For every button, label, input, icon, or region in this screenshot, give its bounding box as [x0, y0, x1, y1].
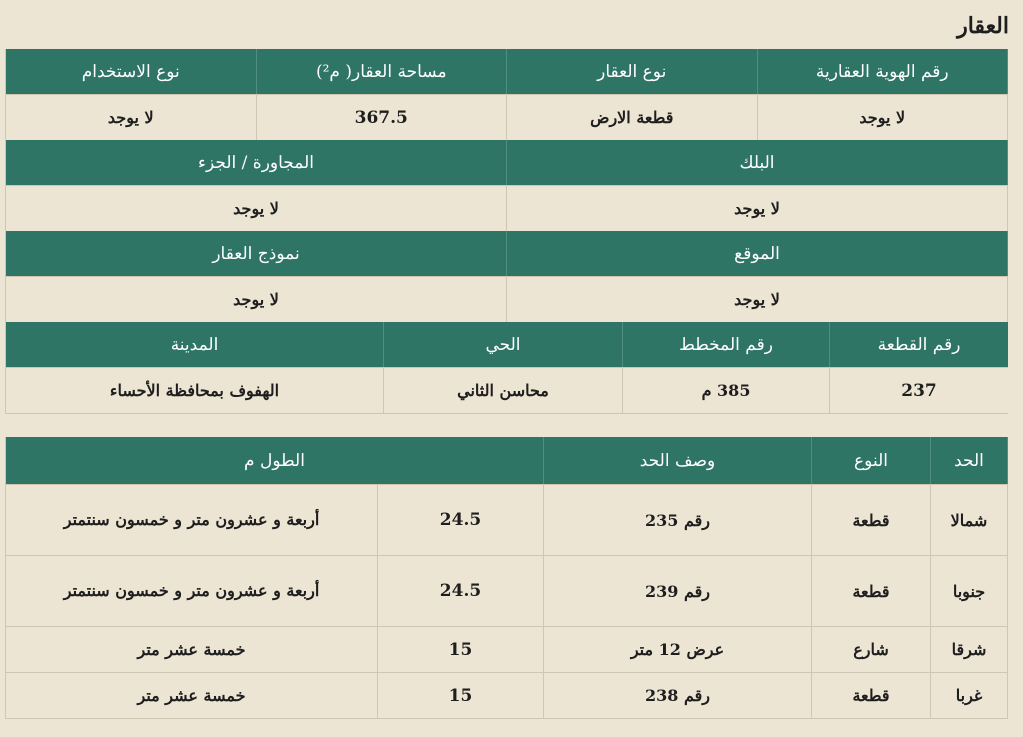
value-plan-number: 385 م [623, 367, 830, 413]
boundary-side: شمالا [931, 484, 1008, 555]
header-plan-number: رقم المخطط [623, 322, 830, 367]
boundary-description: رقم 235 [544, 484, 812, 555]
boundary-length-words: خمسة عشر متر [6, 672, 378, 718]
boundary-type: قطعة [812, 672, 931, 718]
value-property-id: لا يوجد [758, 94, 1009, 140]
header-property-model: نموذج العقار [6, 231, 507, 276]
header-city: المدينة [6, 322, 384, 367]
header-usage-type: نوع الاستخدام [6, 49, 257, 94]
boundary-type: قطعة [812, 484, 931, 555]
boundary-description: رقم 239 [544, 555, 812, 626]
value-block: لا يوجد [507, 185, 1008, 231]
header-location: الموقع [507, 231, 1008, 276]
header-district: الحي [384, 322, 623, 367]
header-length: الطول م [6, 437, 544, 484]
plot-value-row [6, 367, 1008, 413]
value-city: الهفوف بمحافظة الأحساء [6, 367, 384, 413]
header-property-area: مساحة العقار( م²) [257, 49, 508, 94]
property-details-table [5, 49, 1008, 414]
plot-header-row [6, 322, 1008, 367]
value-neighborhood-part: لا يوجد [6, 185, 507, 231]
header-property-id: رقم الهوية العقارية [758, 49, 1009, 94]
value-usage-type: لا يوجد [6, 94, 257, 140]
header-plot-number: رقم القطعة [830, 322, 1008, 367]
header-boundary-description: وصف الحد [544, 437, 812, 484]
header-neighborhood-part: المجاورة / الجزء [6, 140, 507, 185]
boundary-length-words: خمسة عشر متر [6, 626, 378, 672]
boundary-description: عرض 12 متر [544, 626, 812, 672]
boundary-length-words: أربعة و عشرون متر و خمسون سنتمتر [6, 555, 378, 626]
header-property-type: نوع العقار [507, 49, 758, 94]
boundary-side: شرقا [931, 626, 1008, 672]
boundary-type: شارع [812, 626, 931, 672]
boundary-side: جنوبا [931, 555, 1008, 626]
boundary-length: 15 [378, 672, 544, 718]
header-boundary: الحد [931, 437, 1008, 484]
value-plot-number: 237 [830, 367, 1008, 413]
value-property-model: لا يوجد [6, 276, 507, 322]
value-location: لا يوجد [507, 276, 1008, 322]
boundary-length: 15 [378, 626, 544, 672]
boundary-length-words: أربعة و عشرون متر و خمسون سنتمتر [6, 484, 378, 555]
boundary-length: 24.5 [378, 484, 544, 555]
boundary-side: غربا [931, 672, 1008, 718]
boundaries-table [5, 437, 1008, 719]
value-property-type: قطعة الارض [507, 94, 758, 140]
boundary-length: 24.5 [378, 555, 544, 626]
header-block: البلك [507, 140, 1008, 185]
boundary-type: قطعة [812, 555, 931, 626]
boundary-description: رقم 238 [544, 672, 812, 718]
header-boundary-type: النوع [812, 437, 931, 484]
value-district: محاسن الثاني [384, 367, 623, 413]
page-title: العقار [957, 13, 1009, 39]
value-property-area: 367.5 [257, 94, 508, 140]
